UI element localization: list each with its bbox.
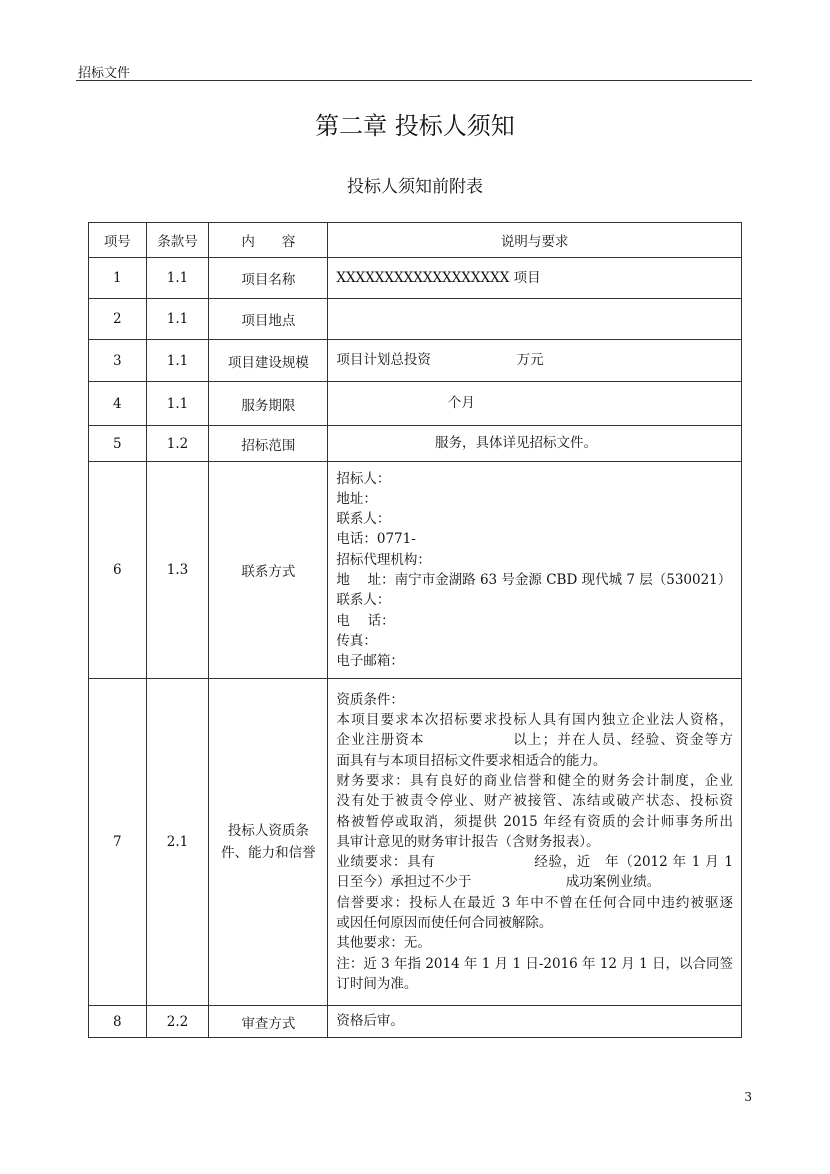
row-description bbox=[328, 258, 742, 299]
row-clause: 1.1 bbox=[146, 340, 209, 382]
bidder-instructions-table bbox=[88, 222, 742, 1038]
row-no: 6 bbox=[89, 462, 147, 679]
table-row bbox=[89, 1006, 742, 1038]
running-header: 招标文件 bbox=[78, 66, 131, 81]
table-row bbox=[89, 340, 742, 382]
description-line: 地址： bbox=[336, 490, 377, 507]
description-line: 电 话： bbox=[336, 612, 395, 629]
row-description bbox=[328, 462, 742, 679]
description-line: 没有处于被责令停业、财产被接管、冻结或破产状态、投标资 bbox=[336, 793, 733, 810]
row-description bbox=[328, 1006, 742, 1038]
row-item: 项目建设规模 bbox=[209, 340, 328, 382]
header-rule bbox=[76, 80, 752, 81]
description-line: 电话：0771- bbox=[336, 531, 416, 548]
description-line: 招标代理机构： bbox=[336, 551, 431, 568]
description-line: 日至今）承担过不少于 成功案例业绩。 bbox=[336, 874, 661, 891]
description-line: 其他要求：无。 bbox=[336, 935, 431, 952]
table-row bbox=[89, 299, 742, 340]
description-line: 资格后审。 bbox=[336, 1013, 404, 1030]
col-header-item: 内 容 bbox=[209, 223, 328, 258]
row-no: 8 bbox=[89, 1006, 147, 1038]
description-line: 或因任何原因而使任何合同被解除。 bbox=[336, 915, 553, 932]
row-no: 2 bbox=[89, 299, 147, 340]
description-line: 财务要求：具有良好的商业信誉和健全的财务会计制度，企业 bbox=[336, 772, 733, 789]
description-line: 本项目要求本次招标要求投标人具有国内独立企业法人资格， bbox=[336, 712, 733, 729]
description-line: 地 址：南宁市金湖路 63 号金源 CBD 现代城 7 层（530021） bbox=[336, 572, 732, 588]
col-header-desc: 说明与要求 bbox=[328, 223, 742, 258]
col-header-no: 项号 bbox=[89, 223, 147, 258]
page-number: 3 bbox=[744, 1090, 752, 1104]
table-row bbox=[89, 679, 742, 1006]
row-clause: 1.3 bbox=[146, 462, 209, 679]
description-line: 服务，具体详见招标文件。 bbox=[336, 435, 598, 452]
description-line: 格被暂停或取消，须提供 2015 年经有资质的会计师事务所出 bbox=[336, 813, 733, 830]
row-no: 3 bbox=[89, 340, 147, 382]
description-line: 个月 bbox=[336, 395, 475, 412]
row-no: 1 bbox=[89, 258, 147, 299]
description-line: 具审计意见的财务审计报告（含财务报表）。 bbox=[336, 833, 600, 850]
row-no: 7 bbox=[89, 679, 147, 1006]
description-line: 电子邮箱： bbox=[336, 653, 404, 670]
row-item: 审查方式 bbox=[209, 1006, 328, 1038]
row-description bbox=[328, 340, 742, 382]
col-header-clause: 条款号 bbox=[146, 223, 209, 258]
chapter-title: 第二章 投标人须知 bbox=[315, 112, 515, 140]
description-line: 面具有与本项目招标文件要求相适合的能力。 bbox=[336, 752, 607, 769]
row-item: 联系方式 bbox=[209, 462, 328, 679]
description-line: 信誉要求：投标人在最近 3 年中不曾在任何合同中违约被驱逐 bbox=[336, 894, 733, 911]
table-row bbox=[89, 462, 742, 679]
row-no: 4 bbox=[89, 382, 147, 426]
description-line: 订时间为准。 bbox=[336, 975, 418, 992]
description-line: 传真： bbox=[336, 632, 377, 649]
description-line: 业绩要求：具有 经验，近 年（2012 年 1 月 1 bbox=[336, 854, 733, 871]
row-description bbox=[328, 679, 742, 1006]
table-title: 投标人须知前附表 bbox=[347, 177, 483, 197]
table-row bbox=[89, 382, 742, 426]
row-clause: 2.1 bbox=[146, 679, 209, 1006]
row-description bbox=[328, 299, 742, 340]
row-description bbox=[328, 382, 742, 426]
description-line: 项目计划总投资 万元 bbox=[336, 352, 544, 369]
description-line: 资质条件： bbox=[336, 691, 404, 708]
row-no: 5 bbox=[89, 426, 147, 462]
table-row bbox=[89, 426, 742, 462]
table-row bbox=[89, 258, 742, 299]
description-line: XXXXXXXXXXXXXXXXXX 项目 bbox=[336, 269, 541, 286]
description-line: 注：近 3 年指 2014 年 1 月 1 日-2016 年 12 月 1 日，以合同签 bbox=[336, 955, 733, 972]
row-clause: 1.1 bbox=[146, 258, 209, 299]
description-line: 招标人： bbox=[336, 470, 391, 487]
description-line: 联系人： bbox=[336, 592, 391, 609]
description-line: 联系人： bbox=[336, 511, 391, 528]
row-clause: 1.1 bbox=[146, 382, 209, 426]
row-item: 项目名称 bbox=[209, 258, 328, 299]
row-item: 投标人资质条件、能力和信誉 bbox=[209, 679, 328, 1006]
row-item: 招标范围 bbox=[209, 426, 328, 462]
table-header-row bbox=[89, 223, 742, 258]
row-clause: 1.2 bbox=[146, 426, 209, 462]
row-item: 项目地点 bbox=[209, 299, 328, 340]
row-clause: 2.2 bbox=[146, 1006, 209, 1038]
description-line: 企业注册资本 以上；并在人员、经验、资金等方 bbox=[336, 732, 733, 749]
row-description bbox=[328, 426, 742, 462]
row-clause: 1.1 bbox=[146, 299, 209, 340]
row-item: 服务期限 bbox=[209, 382, 328, 426]
